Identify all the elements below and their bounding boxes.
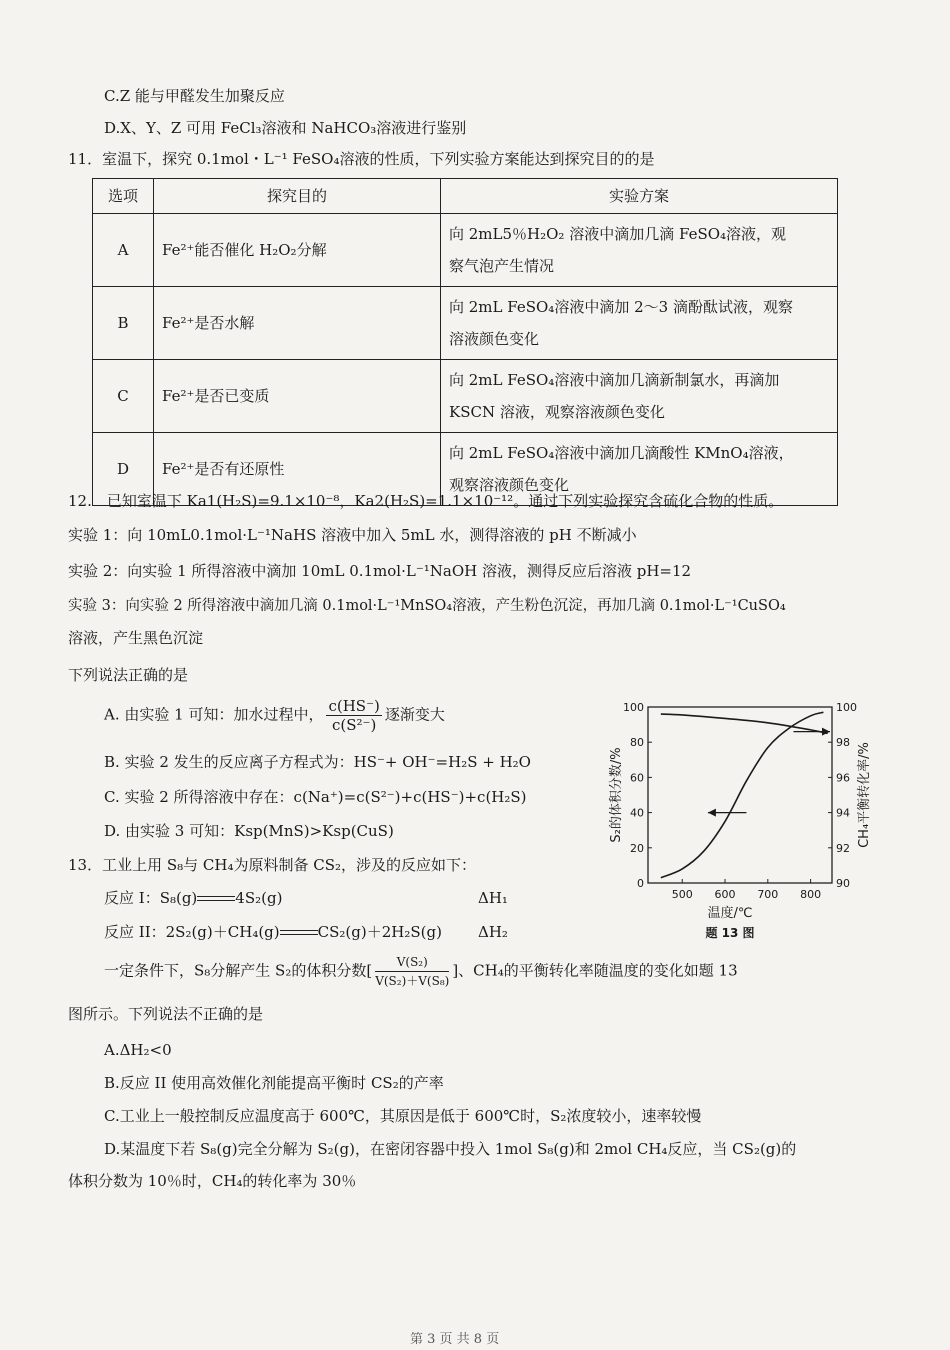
y-tick-label: 0 — [637, 877, 644, 890]
q12-option-b: B. 实验 2 发生的反应离子方程式为：HS⁻+ OH⁻=H₂S + H₂O — [104, 753, 531, 771]
y2-tick-label: 96 — [836, 771, 850, 785]
row-option: D — [93, 433, 154, 506]
fraction-denominator: V(S₂)＋V(S₈) — [375, 974, 450, 988]
table-row — [93, 287, 838, 360]
table-row — [93, 214, 838, 287]
table-header-row — [93, 179, 838, 214]
q11-stem: 11．室温下，探究 0.1mol・L⁻¹ FeSO₄溶液的性质，下列实验方案能达到探究目的的是 — [68, 150, 655, 168]
plan-line: 向 2mL5％H₂O₂ 溶液中滴加几滴 FeSO₄溶液，观 — [449, 225, 787, 243]
chart-plot — [608, 701, 872, 940]
x-axis-label: 温度/℃ — [707, 906, 753, 921]
row-option: B — [93, 287, 154, 360]
row-purpose: Fe²⁺是否水解 — [154, 287, 441, 360]
ch4-conversion-line — [661, 714, 828, 733]
q12-stem: 12. 已知室温下 Ka1(H₂S)=9.1×10⁻⁸，Ka2(H₂S)=1.1×10⁻¹²。通过下列实验探究含硫化合物的性质。 — [68, 492, 784, 510]
y-tick-label: 20 — [630, 841, 644, 855]
y2-tick-label: 98 — [836, 736, 850, 750]
plan-line: 观察溶液颜色变化 — [449, 476, 570, 494]
y-tick-label: 40 — [630, 806, 644, 820]
q12-exp2: 实验 2：向实验 1 所得溶液中滴加 10mL 0.1mol·L⁻¹NaOH 溶液，测得反应后溶液 pH=12 — [68, 562, 692, 580]
arrowhead-left-icon — [708, 809, 716, 817]
q11-table — [92, 178, 838, 506]
q12-exp3: 实验 3：向实验 2 所得溶液中滴加几滴 0.1mol·L⁻¹MnSO₄溶液，产生粉色沉淀，再加几滴 0.1mol·L⁻¹CuSO₄ — [68, 598, 786, 614]
header-purpose: 探究目的 — [154, 179, 441, 214]
fraction — [375, 953, 449, 990]
q13-option-d-cont: 体积分数为 10％时，CH₄的转化率为 30％ — [68, 1172, 357, 1190]
reaction-2-right: CS₂(g)＋2H₂S(g) — [317, 923, 442, 941]
reaction-1-left: 反应 I：S₈(g) — [104, 889, 198, 907]
plan-line: 向 2mL FeSO₄溶液中滴加几滴酸性 KMnO₄溶液， — [449, 444, 794, 462]
row-option: A — [93, 214, 154, 287]
y-tick-label: 60 — [630, 771, 644, 785]
x-tick-label: 500 — [671, 888, 693, 901]
q13-option-b: B.反应 II 使用高效催化剂能提高平衡时 CS₂的产率 — [104, 1074, 444, 1092]
plan-line: 溶液颜色变化 — [449, 330, 540, 348]
y2-axis-label: CH₄平衡转化率/% — [857, 742, 872, 848]
q12-option-d: D. 由实验 3 可知：Ksp(MnS)>Ksp(CuS) — [104, 822, 394, 840]
reaction-2-left: 反应 II：2S₂(g)＋CH₄(g) — [104, 923, 280, 941]
q13-stem: 13．工业上用 S₈与 CH₄为原料制备 CS₂，涉及的反应如下： — [68, 856, 477, 874]
plot-frame — [648, 707, 832, 883]
option-a-tail: 逐渐变大 — [384, 705, 445, 724]
q13-chart — [600, 695, 900, 955]
reaction-1-right: 4S₂(g) — [235, 889, 283, 907]
row-purpose: Fe²⁺是否有还原性 — [154, 433, 441, 506]
q13-option-a: A.ΔH₂<0 — [104, 1041, 172, 1059]
y2-tick-label: 100 — [836, 701, 857, 714]
condition-tail: ]、CH₄的平衡转化率随温度的变化如题 13 — [452, 961, 738, 980]
plan-line: 察气泡产生情况 — [449, 257, 555, 275]
q13-option-c: C.工业上一般控制反应温度高于 600℃，其原因是低于 600℃时，S₂浓度较小，速率较慢 — [104, 1107, 702, 1125]
equilibrium-arrow-icon — [197, 894, 235, 904]
q13-option-d: D.某温度下若 S₈(g)完全分解为 S₂(g)，在密闭容器中投入 1mol S₈(g)和 2mol CH₄反应，当 CS₂(g)的 — [104, 1140, 797, 1158]
q13-condition — [104, 953, 738, 990]
y2-tick-label: 94 — [836, 806, 850, 820]
x-tick-label: 700 — [757, 888, 779, 901]
row-option: C — [93, 360, 154, 433]
q10-option-c: C.Z 能与甲醛发生加聚反应 — [104, 87, 285, 105]
page-footer: 第 3 页 共 8 页 — [410, 1332, 500, 1347]
equilibrium-arrow-icon — [280, 928, 318, 938]
fraction-denominator: c(S²⁻) — [331, 716, 377, 734]
fraction-numerator: c(HS⁻) — [328, 697, 380, 715]
row-purpose: Fe²⁺能否催化 H₂O₂分解 — [154, 214, 441, 287]
y-axis-label: S₂的体积分数/% — [609, 747, 624, 843]
y-tick-label: 80 — [630, 736, 644, 750]
q13-dh2: ΔH₂ — [478, 923, 508, 941]
x-tick-label: 600 — [714, 888, 736, 901]
q13-dh1: ΔH₁ — [478, 889, 508, 907]
q10-option-d: D.X、Y、Z 可用 FeCl₃溶液和 NaHCO₃溶液进行鉴别 — [104, 119, 467, 137]
header-option: 选项 — [93, 179, 154, 214]
header-plan: 实验方案 — [441, 179, 838, 214]
y-tick-label: 100 — [623, 701, 644, 714]
row-plan — [441, 360, 838, 433]
table-row — [93, 360, 838, 433]
q12-ask: 下列说法正确的是 — [68, 666, 189, 684]
row-plan — [441, 287, 838, 360]
row-purpose: Fe²⁺是否已变质 — [154, 360, 441, 433]
s2-fraction-line — [661, 712, 824, 877]
y2-tick-label: 90 — [836, 877, 850, 890]
q12-exp1: 实验 1：向 10mL0.1mol·L⁻¹NaHS 溶液中加入 5mL 水，测得溶液的 pH 不断减小 — [68, 526, 637, 544]
chart-title: 题 13 图 — [705, 926, 755, 940]
q13-reaction-2 — [104, 922, 442, 942]
arrowhead-right-icon — [822, 728, 830, 736]
fraction — [326, 697, 381, 734]
q12-exp3-cont: 溶液，产生黑色沉淀 — [68, 629, 204, 647]
fraction-numerator: V(S₂) — [375, 953, 449, 972]
q12-option-c: C. 实验 2 所得溶液中存在：c(Na⁺)=c(S²⁻)+c(HS⁻)+c(H₂S) — [104, 788, 527, 806]
q13-condition-cont: 图所示。下列说法不正确的是 — [68, 1005, 264, 1023]
row-plan — [441, 214, 838, 287]
plan-line: 向 2mL FeSO₄溶液中滴加 2～3 滴酚酞试液，观察 — [449, 298, 793, 316]
q13-reaction-1 — [104, 888, 282, 908]
plan-line: KSCN 溶液，观察溶液颜色变化 — [449, 403, 665, 421]
q12-option-a — [104, 697, 445, 734]
condition-text: 一定条件下，S₈分解产生 S₂的体积分数[ — [104, 961, 373, 980]
option-a-text: A. 由实验 1 可知：加水过程中， — [104, 705, 324, 724]
x-tick-label: 800 — [800, 888, 822, 901]
y2-tick-label: 92 — [836, 841, 850, 855]
plan-line: 向 2mL FeSO₄溶液中滴加几滴新制氯水，再滴加 — [449, 371, 780, 389]
